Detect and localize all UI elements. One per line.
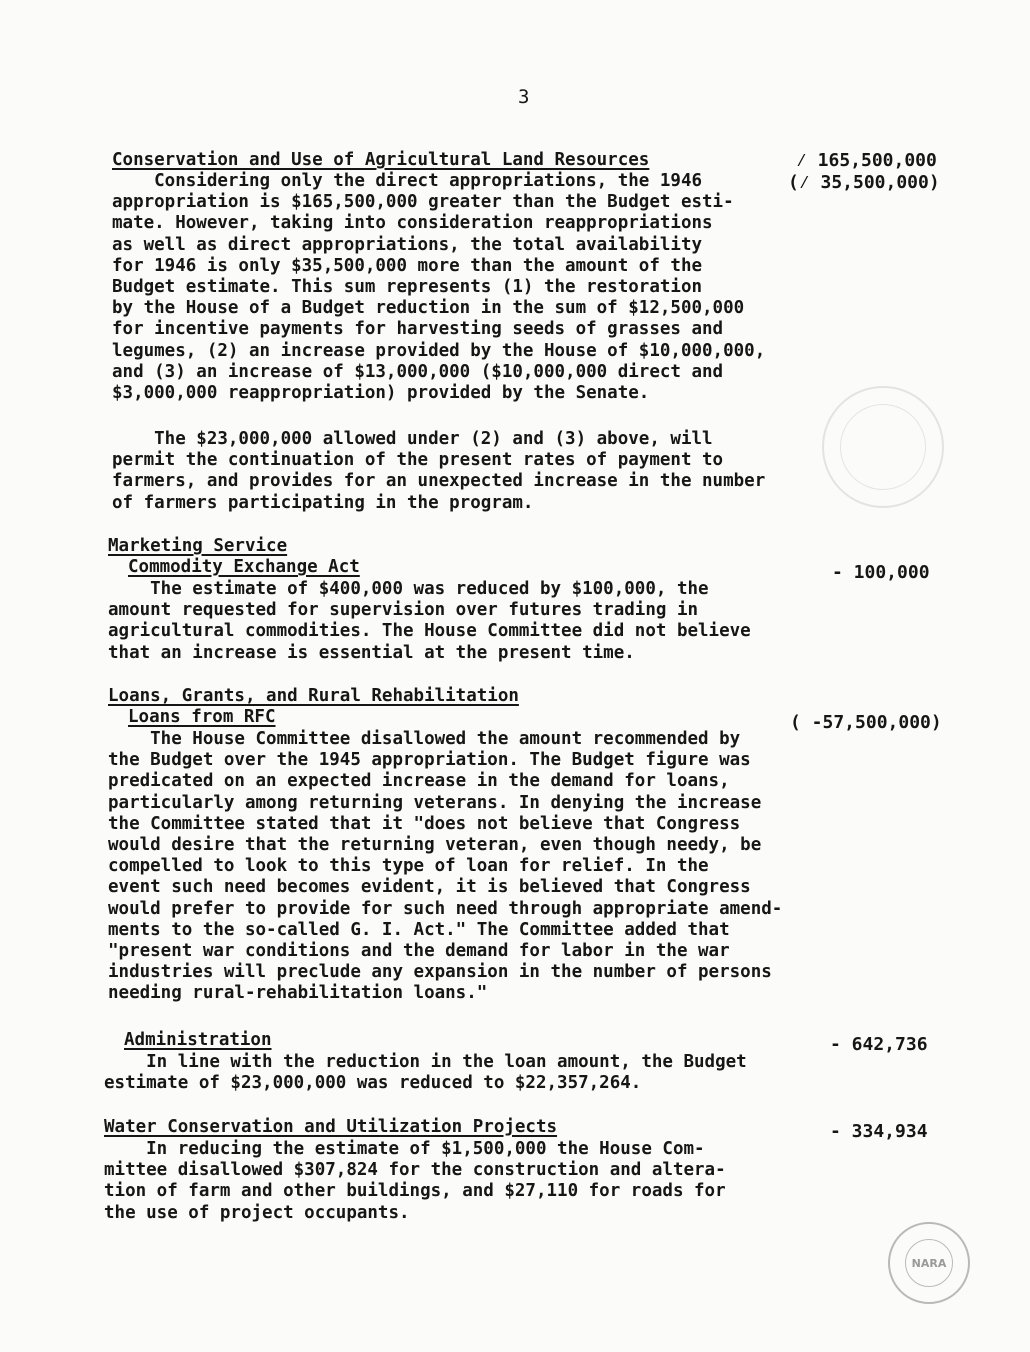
text-line: the use of project occupants. [104,1202,410,1223]
text-line: appropriation is $165,500,000 greater than the Budget esti- [112,192,734,213]
amount-marketing: - 100,000 [832,562,930,583]
amount-administration: - 642,736 [830,1034,928,1055]
text-line: for incentive payments for harvesting seeds of grasses and [112,319,724,340]
subheading-loans-rfc: Loans from RFC [128,707,276,727]
text-line: that an increase is essential at the present time. [108,642,635,663]
text-line: and (3) an increase of $13,000,000 ($10,000,000 direct and [112,361,724,382]
text-line: $3,000,000 reappropriation) provided by the Senate. [112,383,650,403]
amount-conservation: ⁄ 165,500,000 [796,150,937,171]
text-line: ments to the so-called G. I. Act." The Committee added that [108,919,730,940]
text-line: estimate of $23,000,000 was reduced to $22,357,264. [104,1073,642,1094]
text-line: The estimate of $400,000 was reduced by $100,000, the [108,579,709,599]
text-line: farmers, and provides for an unexpected increase in the number [112,471,766,492]
section-heading-water: Water Conservation and Utilization Projects [104,1117,558,1137]
text-line: mate. However, taking into consideration reappropriations [112,213,713,234]
text-line: tion of farm and other buildings, and $27,110 for roads for [104,1181,726,1202]
subheading-commodity-exchange: Commodity Exchange Act [128,557,360,577]
section-heading-conservation: Conservation and Use of Agricultural Land Resources [112,150,650,170]
nara-seal-text: NARA [905,1239,953,1287]
subheading-administration: Administration [124,1030,272,1050]
text-line: agricultural commodities. The House Committee did not believe [108,621,751,642]
text-line: predicated on an expected increase in the demand for loans, [108,771,730,792]
text-line: the Budget over the 1945 appropriation. The Budget figure was [108,750,751,771]
text-line: Considering only the direct appropriations, the 1946 [112,171,703,191]
section-heading-loans: Loans, Grants, and Rural Rehabilitation [108,686,519,706]
text-line: "present war conditions and the demand for labor in the war [108,941,730,961]
text-line: In line with the reduction in the loan amount, the Budget [104,1052,747,1072]
text-line: the Committee stated that it "does not believe that Congress [108,813,741,834]
text-line: of farmers participating in the program. [112,492,534,513]
text-line: compelled to look to this type of loan for relief. In the [108,856,709,877]
text-line: In reducing the estimate of $1,500,000 the House Com- [104,1139,705,1159]
text-line: event such need becomes evident, it is believed that Congress [108,877,751,898]
text-line: would prefer to provide for such need through appropriate amend- [108,898,783,919]
text-line: Budget estimate. This sum represents (1) the restoration [112,277,703,297]
archive-seal-stamp [822,386,944,508]
amount-loans: ( -57,500,000) [790,712,942,733]
text-line: for 1946 is only $35,500,000 more than the amount of the [112,255,703,276]
page-number: 3 [518,86,530,108]
text-line: particularly among returning veterans. In denying the increase [108,792,762,813]
text-line: permit the continuation of the present rates of payment to [112,450,724,471]
text-line: industries will preclude any expansion in the number of persons [108,962,772,983]
text-line: as well as direct appropriations, the total availability [112,234,703,255]
text-line: would desire that the returning veteran, even though needy, be [108,835,762,855]
nara-seal-stamp [888,1222,970,1304]
text-line: amount requested for supervision over futures trading in [108,600,699,621]
text-line: needing rural-rehabilitation loans." [108,983,488,1004]
text-line: mittee disallowed $307,824 for the construction and altera- [104,1160,726,1181]
text-line: by the House of a Budget reduction in the sum of $12,500,000 [112,298,745,319]
amount-water: - 334,934 [830,1121,928,1142]
text-line: The House Committee disallowed the amount recommended by [108,729,741,749]
section-heading-marketing: Marketing Service [108,536,288,556]
text-line: legumes, (2) an increase provided by the House of $10,000,000, [112,340,766,361]
amount-conservation-total: (⁄ 35,500,000) [788,172,940,193]
text-line: The $23,000,000 allowed under (2) and (3) above, will [112,429,713,449]
